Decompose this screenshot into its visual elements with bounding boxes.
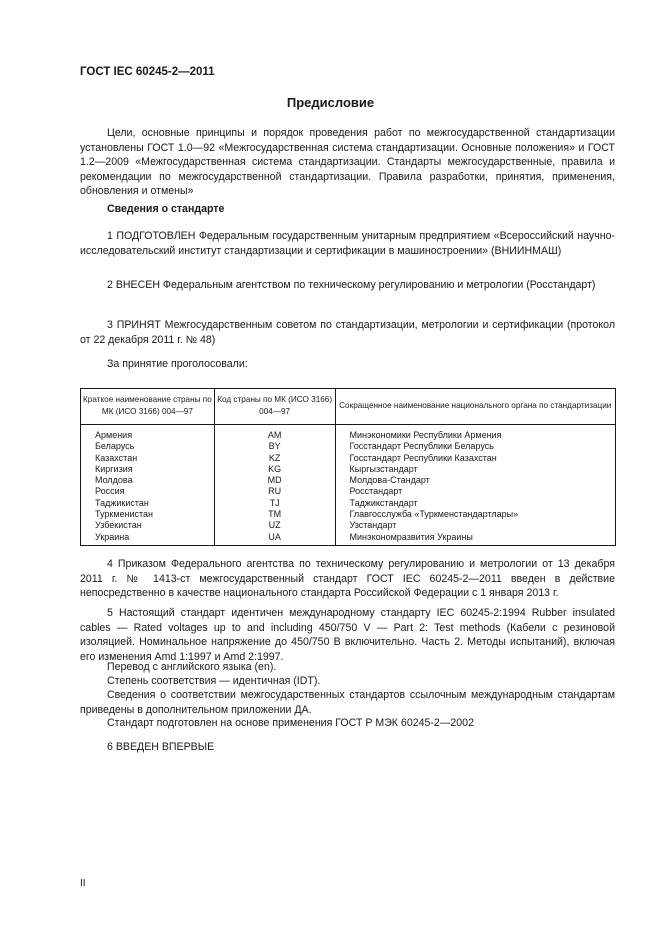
reference-standards-info: Сведения о соответствии межгосударственных стандартов ссылочным международным стандартам приведены в дополнительном приложении ДА. (80, 689, 615, 716)
member-states-table (80, 388, 616, 546)
table-row (81, 425, 616, 442)
org-cell: Молдова-Стандарт (335, 475, 616, 486)
item-1-paragraph: 1 ПОДГОТОВЛЕН Федеральным государственным унитарным предприятием «Всероссийский научно-исследовательский институт стандартизации и сертификации в машиностроении» (ВНИИНМАШ) (80, 230, 615, 257)
section-heading: Сведения о стандарте (107, 203, 225, 215)
code-cell: MD (214, 475, 335, 486)
country-cell: Киргизия (81, 464, 215, 475)
code-cell: TJ (214, 498, 335, 509)
page-number: II (80, 878, 86, 889)
translation-note: Перевод с английского языка (en). (107, 661, 277, 673)
table-row (81, 509, 616, 520)
table-header-row (81, 389, 616, 425)
country-cell: Россия (81, 486, 215, 497)
country-cell: Украина (81, 532, 215, 546)
table-row (81, 498, 616, 509)
intro-paragraph: Цели, основные принципы и порядок проведения работ по межгосударственной стандартизации установлены ГОСТ 1.0—92 «Межгосударственная система стандартизации. Основные положения» и ГОСТ 1.2—2009 «Межгосударственная система стандартизации. Стандарты межгосударственные, правила и рекомендации по межгосударственной стандартизации. Правила разработки, принятия, применения, обновления и отмены» (80, 127, 615, 197)
table-row (81, 486, 616, 497)
item-6-paragraph: 6 ВВЕДЕН ВПЕРВЫЕ (107, 741, 215, 753)
org-cell: Росстандарт (335, 486, 616, 497)
org-cell: Минэкономики Республики Армения (335, 425, 616, 442)
document-header: ГОСТ IEC 60245-2—2011 (80, 66, 215, 78)
basis-note: Стандарт подготовлен на основе применения ГОСТ Р МЭК 60245-2—2002 (107, 717, 474, 729)
org-cell: Госстандарт Республики Казахстан (335, 453, 616, 464)
column-header-org: Сокращенное наименование национального органа по стандартизации (335, 389, 616, 425)
country-cell: Казахстан (81, 453, 215, 464)
code-cell: KG (214, 464, 335, 475)
table-row (81, 532, 616, 546)
item-5-paragraph: 5 Настоящий стандарт идентичен международному стандарту IEC 60245-2:1994 Rubber insulated cables — Rated voltages up to and including 450/750 V — Part 2: Test methods (Кабели с резиновой изоляцией. Номинальное напряжение до 450/750 В включительно. Часть 2. Методы испытаний), включая его изменения Amd 1:1997 и Amd 2:1997. (80, 607, 615, 663)
code-cell: UA (214, 532, 335, 546)
org-cell: Главгосслужба «Туркменстандартлары» (335, 509, 616, 520)
code-cell: AM (214, 425, 335, 442)
org-cell: Кыргызстандарт (335, 464, 616, 475)
code-cell: TM (214, 509, 335, 520)
table-row (81, 441, 616, 452)
country-cell: Туркменистан (81, 509, 215, 520)
column-header-code: Код страны по МК (ИСО 3166) 004—97 (214, 389, 335, 425)
degree-of-correspondence: Степень соответствия — идентичная (IDT). (107, 675, 321, 687)
country-cell: Таджикистан (81, 498, 215, 509)
voted-label: За принятие проголосовали: (107, 358, 248, 370)
country-cell: Узбекистан (81, 520, 215, 531)
table-row (81, 520, 616, 531)
code-cell: KZ (214, 453, 335, 464)
country-cell: Беларусь (81, 441, 215, 452)
org-cell: Узстандарт (335, 520, 616, 531)
table-row (81, 453, 616, 464)
code-cell: BY (214, 441, 335, 452)
item-4-paragraph: 4 Приказом Федерального агентства по техническому регулированию и метрологии от 13 декабря 2011 г. № 1413-ст межгосударственный стандарт ГОСТ IEC 60245-2—2011 введен в действие непосредственно в качестве национального стандарта Российской Федерации с 1 января 2013 г. (80, 558, 615, 599)
country-cell: Молдова (81, 475, 215, 486)
item-3-paragraph: 3 ПРИНЯТ Межгосударственным советом по стандартизации, метрологии и сертификации (протокол от 22 декабря 2011 г. № 48) (80, 319, 615, 346)
country-cell: Армения (81, 425, 215, 442)
table-row (81, 464, 616, 475)
org-cell: Минэкономразвития Украины (335, 532, 616, 546)
code-cell: RU (214, 486, 335, 497)
table-row (81, 475, 616, 486)
org-cell: Таджикстандарт (335, 498, 616, 509)
column-header-country: Краткое наименование страны по МК (ИСО 3166) 004—97 (81, 389, 215, 425)
code-cell: UZ (214, 520, 335, 531)
item-2-paragraph: 2 ВНЕСЕН Федеральным агентством по техническому регулированию и метрологии (Росстандарт) (107, 279, 596, 291)
org-cell: Госстандарт Республики Беларусь (335, 441, 616, 452)
page-title: Предисловие (286, 95, 375, 110)
